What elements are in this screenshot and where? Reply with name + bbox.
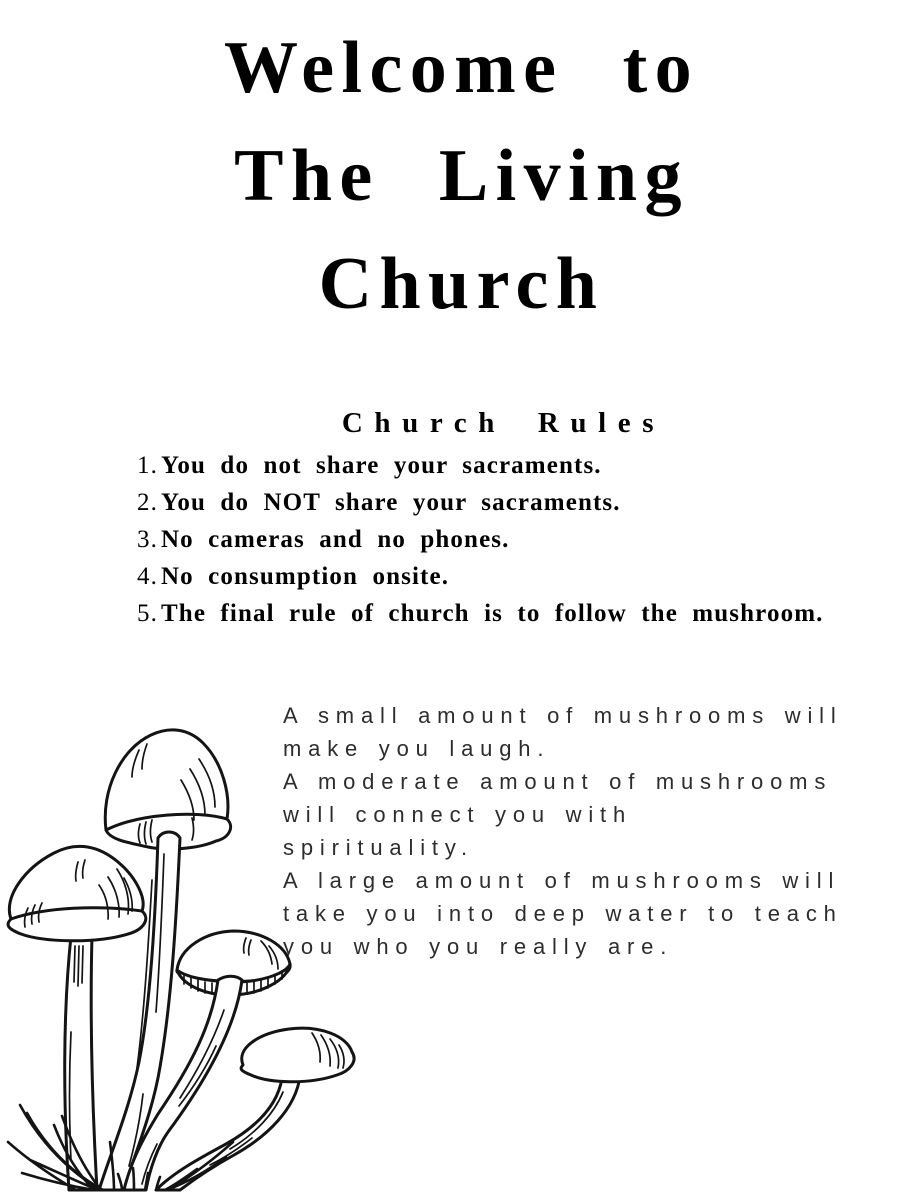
rule-item-2 (137, 484, 870, 521)
dosage-line: A small amount of mushrooms will (283, 703, 843, 728)
rule-item-3 (137, 521, 870, 558)
title-line-2: The Living (234, 135, 689, 217)
dosage-line: A large amount of mushrooms will (283, 868, 841, 893)
rule-text: No consumption onsite. (161, 563, 450, 590)
rule-text: The final rule of church is to follow the mushroom. (161, 600, 824, 627)
rule-number: 1. (137, 452, 158, 479)
mushroom-line-art-icon (0, 712, 365, 1193)
title-line-1: Welcome to (223, 27, 700, 109)
rules-heading: Church Rules (341, 407, 666, 439)
rule-item-4 (137, 558, 870, 595)
dosage-line: make you laugh. (283, 736, 551, 761)
title-line-3: Church (318, 243, 605, 325)
church-rules-section (137, 406, 870, 632)
rule-text: You do NOT share your sacraments. (161, 489, 621, 516)
rule-text: No cameras and no phones. (161, 526, 510, 553)
dosage-line: spirituality. (283, 835, 474, 860)
rules-list (137, 447, 870, 632)
rule-item-5 (137, 595, 870, 632)
rule-item-1 (137, 447, 870, 484)
rule-number: 2. (137, 489, 158, 516)
dosage-section (283, 699, 893, 963)
dosage-line: will connect you with (283, 802, 633, 827)
rule-number: 3. (137, 526, 158, 553)
dosage-line: A moderate amount of mushrooms (283, 769, 833, 794)
dosage-line: take you into deep water to teach (283, 901, 843, 926)
rule-number: 5. (137, 600, 158, 627)
rule-number: 4. (137, 563, 158, 590)
poster-title (0, 14, 923, 338)
dosage-line: you who you really are. (283, 934, 674, 959)
rule-text: You do not share your sacraments. (161, 452, 602, 479)
